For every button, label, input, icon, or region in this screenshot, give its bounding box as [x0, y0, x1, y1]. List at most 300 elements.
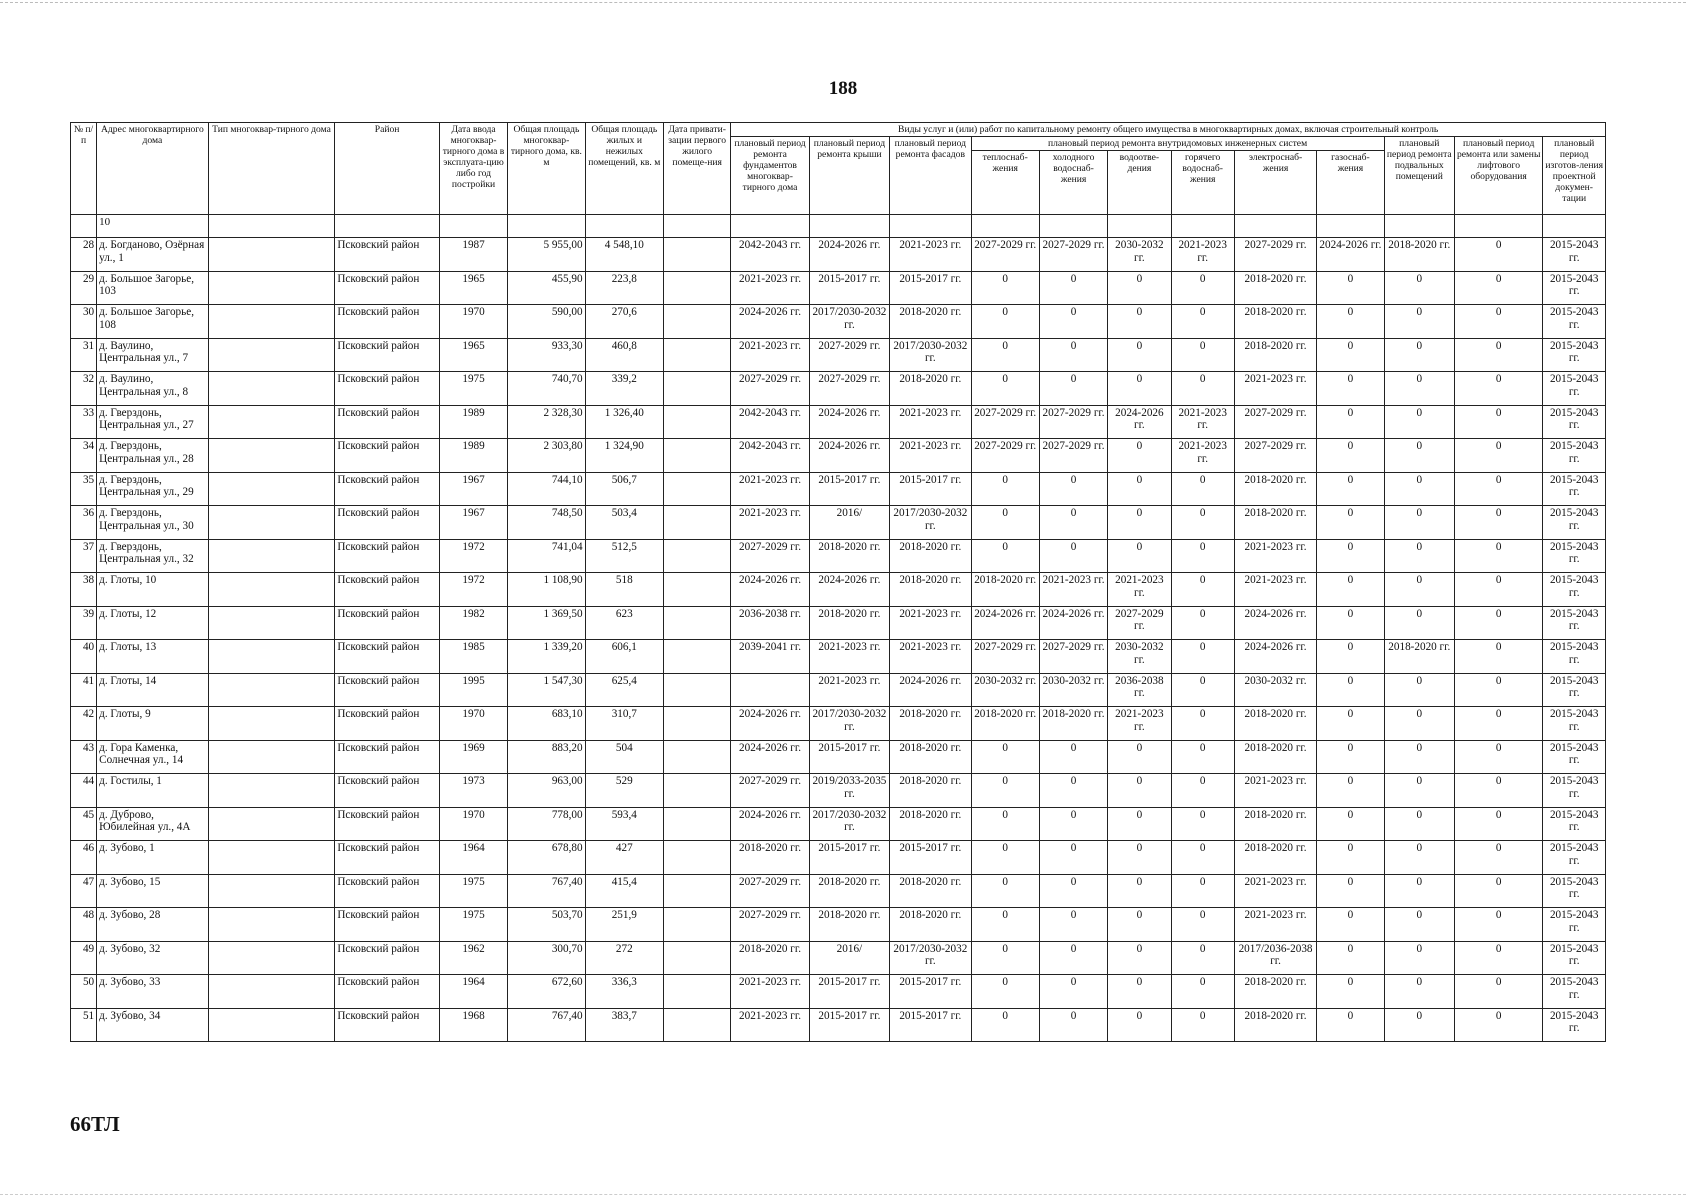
privatization-cell	[663, 941, 730, 975]
cold-water-cell: 2030-2032 гг.	[1039, 673, 1107, 707]
privatization-cell	[663, 606, 730, 640]
privatization-cell	[663, 405, 730, 439]
foundation-cell: 2027-2029 гг.	[731, 874, 809, 908]
district-cell: Псковский район	[335, 472, 440, 506]
district-cell: Псковский район	[335, 1008, 440, 1042]
roof-cell: 2016/	[809, 941, 889, 975]
table-row	[71, 874, 1606, 908]
total-area-cell: 748,50	[508, 506, 585, 540]
total-area-cell: 503,70	[508, 908, 585, 942]
living-area-cell: 336,3	[585, 975, 663, 1009]
roof-cell: 2015-2017 гг.	[809, 472, 889, 506]
hot-water-cell: 0	[1171, 941, 1234, 975]
cold-water-cell: 2024-2026 гг.	[1039, 606, 1107, 640]
electric-cell: 2018-2020 гг.	[1234, 338, 1316, 372]
type-cell	[208, 908, 335, 942]
roof-cell: 2018-2020 гг.	[809, 606, 889, 640]
drainage-cell: 0	[1108, 740, 1171, 774]
elevator-cell: 0	[1454, 640, 1542, 674]
design-cell: 2015-2043 гг.	[1543, 841, 1606, 875]
year-cell: 1967	[439, 472, 507, 506]
row-number: 41	[71, 673, 97, 707]
row-number: 51	[71, 1008, 97, 1042]
elevator-cell: 0	[1454, 405, 1542, 439]
roof-cell: 2027-2029 гг.	[809, 372, 889, 406]
design-cell: 2015-2043 гг.	[1543, 238, 1606, 272]
drainage-cell: 0	[1108, 338, 1171, 372]
drainage-cell: 2036-2038 гг.	[1108, 673, 1171, 707]
living-area-cell: 223,8	[585, 271, 663, 305]
hot-water-cell: 0	[1171, 506, 1234, 540]
electric-cell: 2018-2020 гг.	[1234, 841, 1316, 875]
type-cell	[208, 405, 335, 439]
electric-cell: 2027-2029 гг.	[1234, 405, 1316, 439]
foundation-cell: 2027-2029 гг.	[731, 372, 809, 406]
heat-cell: 2018-2020 гг.	[971, 707, 1039, 741]
cold-water-cell: 0	[1039, 807, 1107, 841]
living-area-cell: 272	[585, 941, 663, 975]
drainage-cell: 2027-2029 гг.	[1108, 606, 1171, 640]
facade-cell: 2017/2030-2032 гг.	[890, 941, 971, 975]
living-area-cell: 503,4	[585, 506, 663, 540]
row-number: 44	[71, 774, 97, 808]
living-area-cell: 529	[585, 774, 663, 808]
foundation-cell: 2039-2041 гг.	[731, 640, 809, 674]
total-area-cell: 672,60	[508, 975, 585, 1009]
privatization-cell	[663, 1008, 730, 1042]
hot-water-cell: 0	[1171, 707, 1234, 741]
drainage-cell: 0	[1108, 941, 1171, 975]
marker-row	[71, 215, 1606, 238]
year-cell: 1972	[439, 539, 507, 573]
design-cell: 2015-2043 гг.	[1543, 774, 1606, 808]
elevator-cell: 0	[1454, 338, 1542, 372]
hot-water-cell: 0	[1171, 874, 1234, 908]
roof-cell: 2015-2017 гг.	[809, 1008, 889, 1042]
foundation-cell: 2027-2029 гг.	[731, 539, 809, 573]
cold-water-cell: 0	[1039, 908, 1107, 942]
type-cell	[208, 573, 335, 607]
design-cell: 2015-2043 гг.	[1543, 573, 1606, 607]
row-number: 45	[71, 807, 97, 841]
type-cell	[208, 372, 335, 406]
heat-cell: 0	[971, 874, 1039, 908]
foundation-cell: 2018-2020 гг.	[731, 841, 809, 875]
heat-cell: 2018-2020 гг.	[971, 573, 1039, 607]
district-cell: Псковский район	[335, 874, 440, 908]
row-number: 37	[71, 539, 97, 573]
heat-cell: 0	[971, 908, 1039, 942]
address-cell: д. Глоты, 10	[97, 573, 209, 607]
total-area-cell: 767,40	[508, 1008, 585, 1042]
header-systems-title: плановый период ремонта внутридомовых инженерных систем	[971, 137, 1384, 151]
marker-value: 10	[97, 215, 209, 238]
drainage-cell: 0	[1108, 774, 1171, 808]
design-cell: 2015-2043 гг.	[1543, 338, 1606, 372]
foundation-cell: 2024-2026 гг.	[731, 305, 809, 339]
cold-water-cell: 2021-2023 гг.	[1039, 573, 1107, 607]
drainage-cell: 0	[1108, 439, 1171, 473]
address-cell: д. Глоты, 14	[97, 673, 209, 707]
living-area-cell: 593,4	[585, 807, 663, 841]
year-cell: 1965	[439, 271, 507, 305]
gas-cell: 0	[1317, 740, 1384, 774]
year-cell: 1975	[439, 908, 507, 942]
row-number: 29	[71, 271, 97, 305]
type-cell	[208, 305, 335, 339]
heat-cell: 0	[971, 774, 1039, 808]
living-area-cell: 518	[585, 573, 663, 607]
drainage-cell: 0	[1108, 807, 1171, 841]
hot-water-cell: 0	[1171, 472, 1234, 506]
design-cell: 2015-2043 гг.	[1543, 472, 1606, 506]
header-design: плановый период изготов-ления проектной докумен-тации	[1543, 137, 1606, 215]
basement-cell: 0	[1384, 405, 1454, 439]
table-row	[71, 841, 1606, 875]
district-cell: Псковский район	[335, 338, 440, 372]
address-cell: д. Глоты, 12	[97, 606, 209, 640]
table-row	[71, 807, 1606, 841]
elevator-cell: 0	[1454, 238, 1542, 272]
basement-cell: 0	[1384, 673, 1454, 707]
heat-cell: 0	[971, 807, 1039, 841]
type-cell	[208, 606, 335, 640]
design-cell: 2015-2043 гг.	[1543, 874, 1606, 908]
facade-cell: 2018-2020 гг.	[890, 874, 971, 908]
total-area-cell: 1 369,50	[508, 606, 585, 640]
privatization-cell	[663, 271, 730, 305]
heat-cell: 0	[971, 338, 1039, 372]
elevator-cell: 0	[1454, 673, 1542, 707]
cold-water-cell: 0	[1039, 841, 1107, 875]
hot-water-cell: 0	[1171, 305, 1234, 339]
gas-cell: 0	[1317, 472, 1384, 506]
hot-water-cell: 2021-2023 гг.	[1171, 405, 1234, 439]
cold-water-cell: 2027-2029 гг.	[1039, 405, 1107, 439]
type-cell	[208, 774, 335, 808]
facade-cell: 2018-2020 гг.	[890, 539, 971, 573]
foundation-cell: 2027-2029 гг.	[731, 908, 809, 942]
design-cell: 2015-2043 гг.	[1543, 606, 1606, 640]
table-row	[71, 271, 1606, 305]
privatization-cell	[663, 472, 730, 506]
row-number: 31	[71, 338, 97, 372]
address-cell: д. Гостилы, 1	[97, 774, 209, 808]
district-cell: Псковский район	[335, 740, 440, 774]
living-area-cell: 4 548,10	[585, 238, 663, 272]
roof-cell: 2016/	[809, 506, 889, 540]
privatization-cell	[663, 238, 730, 272]
heat-cell: 0	[971, 271, 1039, 305]
year-cell: 1965	[439, 338, 507, 372]
facade-cell: 2015-2017 гг.	[890, 1008, 971, 1042]
gas-cell: 2024-2026 гг.	[1317, 238, 1384, 272]
drainage-cell: 0	[1108, 472, 1171, 506]
heat-cell: 0	[971, 305, 1039, 339]
roof-cell: 2017/2030-2032 гг.	[809, 807, 889, 841]
elevator-cell: 0	[1454, 841, 1542, 875]
address-cell: д. Большое Загорье, 103	[97, 271, 209, 305]
foundation-cell: 2024-2026 гг.	[731, 707, 809, 741]
gas-cell: 0	[1317, 774, 1384, 808]
elevator-cell: 0	[1454, 606, 1542, 640]
year-cell: 1995	[439, 673, 507, 707]
facade-cell: 2021-2023 гг.	[890, 439, 971, 473]
row-number: 36	[71, 506, 97, 540]
district-cell: Псковский район	[335, 372, 440, 406]
row-number: 48	[71, 908, 97, 942]
electric-cell: 2030-2032 гг.	[1234, 673, 1316, 707]
foundation-cell: 2018-2020 гг.	[731, 941, 809, 975]
district-cell: Псковский район	[335, 539, 440, 573]
hot-water-cell: 0	[1171, 807, 1234, 841]
facade-cell: 2018-2020 гг.	[890, 372, 971, 406]
district-cell: Псковский район	[335, 606, 440, 640]
address-cell: д. Гверздонь, Центральная ул., 29	[97, 472, 209, 506]
total-area-cell: 883,20	[508, 740, 585, 774]
gas-cell: 0	[1317, 908, 1384, 942]
header-district: Район	[335, 123, 440, 215]
header-gas: газоснаб-жения	[1317, 151, 1384, 215]
cold-water-cell: 0	[1039, 941, 1107, 975]
header-elevator: плановый период ремонта или замены лифтового оборудования	[1454, 137, 1542, 215]
foundation-cell: 2027-2029 гг.	[731, 774, 809, 808]
gas-cell: 0	[1317, 539, 1384, 573]
type-cell	[208, 506, 335, 540]
electric-cell: 2021-2023 гг.	[1234, 539, 1316, 573]
hot-water-cell: 0	[1171, 1008, 1234, 1042]
year-cell: 1969	[439, 740, 507, 774]
gas-cell: 0	[1317, 573, 1384, 607]
table-row	[71, 439, 1606, 473]
address-cell: д. Ваулино, Центральная ул., 8	[97, 372, 209, 406]
electric-cell: 2018-2020 гг.	[1234, 472, 1316, 506]
facade-cell: 2015-2017 гг.	[890, 841, 971, 875]
roof-cell: 2019/2033-2035 гг.	[809, 774, 889, 808]
district-cell: Псковский район	[335, 573, 440, 607]
basement-cell: 0	[1384, 740, 1454, 774]
type-cell	[208, 238, 335, 272]
privatization-cell	[663, 841, 730, 875]
heat-cell: 0	[971, 1008, 1039, 1042]
privatization-cell	[663, 539, 730, 573]
facade-cell: 2015-2017 гг.	[890, 472, 971, 506]
drainage-cell: 0	[1108, 975, 1171, 1009]
district-cell: Псковский район	[335, 506, 440, 540]
foundation-cell: 2021-2023 гг.	[731, 338, 809, 372]
elevator-cell: 0	[1454, 539, 1542, 573]
roof-cell: 2024-2026 гг.	[809, 238, 889, 272]
header-privatization: Дата привати-зации первого жилого помеще-ния	[663, 123, 730, 215]
year-cell: 1987	[439, 238, 507, 272]
basement-cell: 0	[1384, 606, 1454, 640]
year-cell: 1973	[439, 774, 507, 808]
footer-code: 66ТЛ	[70, 1112, 120, 1136]
cold-water-cell: 0	[1039, 506, 1107, 540]
total-area-cell: 1 547,30	[508, 673, 585, 707]
total-area-cell: 741,04	[508, 539, 585, 573]
roof-cell: 2018-2020 гг.	[809, 908, 889, 942]
district-cell: Псковский район	[335, 238, 440, 272]
cold-water-cell: 0	[1039, 305, 1107, 339]
row-number: 46	[71, 841, 97, 875]
elevator-cell: 0	[1454, 506, 1542, 540]
district-cell: Псковский район	[335, 271, 440, 305]
table-row	[71, 238, 1606, 272]
elevator-cell: 0	[1454, 573, 1542, 607]
facade-cell: 2021-2023 гг.	[890, 405, 971, 439]
type-cell	[208, 472, 335, 506]
facade-cell: 2018-2020 гг.	[890, 740, 971, 774]
district-cell: Псковский район	[335, 707, 440, 741]
foundation-cell: 2036-2038 гг.	[731, 606, 809, 640]
heat-cell: 2027-2029 гг.	[971, 238, 1039, 272]
roof-cell: 2024-2026 гг.	[809, 439, 889, 473]
basement-cell: 0	[1384, 372, 1454, 406]
elevator-cell: 0	[1454, 908, 1542, 942]
year-cell: 1989	[439, 405, 507, 439]
gas-cell: 0	[1317, 372, 1384, 406]
address-cell: д. Гверздонь, Центральная ул., 28	[97, 439, 209, 473]
elevator-cell: 0	[1454, 740, 1542, 774]
electric-cell: 2021-2023 гг.	[1234, 573, 1316, 607]
hot-water-cell: 0	[1171, 539, 1234, 573]
total-area-cell: 5 955,00	[508, 238, 585, 272]
roof-cell: 2024-2026 гг.	[809, 573, 889, 607]
drainage-cell: 2021-2023 гг.	[1108, 573, 1171, 607]
cold-water-cell: 0	[1039, 874, 1107, 908]
heat-cell: 0	[971, 841, 1039, 875]
type-cell	[208, 1008, 335, 1042]
living-area-cell: 251,9	[585, 908, 663, 942]
elevator-cell: 0	[1454, 807, 1542, 841]
elevator-cell: 0	[1454, 874, 1542, 908]
heat-cell: 2024-2026 гг.	[971, 606, 1039, 640]
elevator-cell: 0	[1454, 975, 1542, 1009]
gas-cell: 0	[1317, 405, 1384, 439]
year-cell: 1967	[439, 506, 507, 540]
year-cell: 1970	[439, 305, 507, 339]
roof-cell: 2018-2020 гг.	[809, 539, 889, 573]
row-number: 40	[71, 640, 97, 674]
year-cell: 1975	[439, 874, 507, 908]
header-hot-water: горячего водоснаб-жения	[1171, 151, 1234, 215]
header-year: Дата ввода многоквар-тирного дома в эксплуата-цию либо год постройки	[439, 123, 507, 215]
address-cell: д. Богданово, Озёрная ул., 1	[97, 238, 209, 272]
roof-cell: 2021-2023 гг.	[809, 640, 889, 674]
facade-cell: 2021-2023 гг.	[890, 640, 971, 674]
gas-cell: 0	[1317, 841, 1384, 875]
hot-water-cell: 0	[1171, 841, 1234, 875]
elevator-cell: 0	[1454, 439, 1542, 473]
living-area-cell: 270,6	[585, 305, 663, 339]
facade-cell: 2017/2030-2032 гг.	[890, 506, 971, 540]
roof-cell: 2027-2029 гг.	[809, 338, 889, 372]
hot-water-cell: 0	[1171, 908, 1234, 942]
privatization-cell	[663, 874, 730, 908]
design-cell: 2015-2043 гг.	[1543, 372, 1606, 406]
row-number: 39	[71, 606, 97, 640]
design-cell: 2015-2043 гг.	[1543, 1008, 1606, 1042]
drainage-cell: 0	[1108, 1008, 1171, 1042]
year-cell: 1964	[439, 841, 507, 875]
foundation-cell: 2021-2023 гг.	[731, 975, 809, 1009]
electric-cell: 2018-2020 гг.	[1234, 707, 1316, 741]
row-number: 28	[71, 238, 97, 272]
district-cell: Псковский район	[335, 305, 440, 339]
privatization-cell	[663, 338, 730, 372]
electric-cell: 2018-2020 гг.	[1234, 305, 1316, 339]
basement-cell: 0	[1384, 439, 1454, 473]
type-cell	[208, 874, 335, 908]
facade-cell: 2015-2017 гг.	[890, 271, 971, 305]
year-cell: 1962	[439, 941, 507, 975]
address-cell: д. Дуброво, Юбилейная ул., 4А	[97, 807, 209, 841]
hot-water-cell: 2021-2023 гг.	[1171, 439, 1234, 473]
privatization-cell	[663, 305, 730, 339]
cold-water-cell: 0	[1039, 372, 1107, 406]
hot-water-cell: 0	[1171, 338, 1234, 372]
table-row	[71, 338, 1606, 372]
design-cell: 2015-2043 гг.	[1543, 439, 1606, 473]
drainage-cell: 0	[1108, 305, 1171, 339]
total-area-cell: 590,00	[508, 305, 585, 339]
address-cell: д. Гверздонь, Центральная ул., 30	[97, 506, 209, 540]
gas-cell: 0	[1317, 305, 1384, 339]
basement-cell: 2018-2020 гг.	[1384, 238, 1454, 272]
address-cell: д. Большое Загорье, 108	[97, 305, 209, 339]
hot-water-cell: 0	[1171, 606, 1234, 640]
electric-cell: 2021-2023 гг.	[1234, 908, 1316, 942]
privatization-cell	[663, 573, 730, 607]
hot-water-cell: 0	[1171, 673, 1234, 707]
drainage-cell: 0	[1108, 506, 1171, 540]
year-cell: 1972	[439, 573, 507, 607]
foundation-cell: 2021-2023 гг.	[731, 506, 809, 540]
address-cell: д. Зубово, 32	[97, 941, 209, 975]
gas-cell: 0	[1317, 975, 1384, 1009]
district-cell: Псковский район	[335, 405, 440, 439]
gas-cell: 0	[1317, 271, 1384, 305]
living-area-cell: 512,5	[585, 539, 663, 573]
drainage-cell: 0	[1108, 539, 1171, 573]
electric-cell: 2024-2026 гг.	[1234, 606, 1316, 640]
year-cell: 1985	[439, 640, 507, 674]
row-number: 30	[71, 305, 97, 339]
row-number: 32	[71, 372, 97, 406]
design-cell: 2015-2043 гг.	[1543, 640, 1606, 674]
header-foundation: плановый период ремонта фундаментов многоквар-тирного дома	[731, 137, 809, 215]
drainage-cell: 0	[1108, 908, 1171, 942]
total-area-cell: 1 339,20	[508, 640, 585, 674]
year-cell: 1964	[439, 975, 507, 1009]
heat-cell: 2027-2029 гг.	[971, 405, 1039, 439]
electric-cell: 2018-2020 гг.	[1234, 271, 1316, 305]
header-electric: электроснаб-жения	[1234, 151, 1316, 215]
basement-cell: 0	[1384, 338, 1454, 372]
basement-cell: 0	[1384, 975, 1454, 1009]
total-area-cell: 678,80	[508, 841, 585, 875]
elevator-cell: 0	[1454, 1008, 1542, 1042]
row-number: 34	[71, 439, 97, 473]
foundation-cell: 2024-2026 гг.	[731, 573, 809, 607]
header-group-title: Виды услуг и (или) работ по капитальному ремонту общего имущества в многоквартирных домах, включая строительный контроль	[731, 123, 1606, 137]
drainage-cell: 2030-2032 гг.	[1108, 238, 1171, 272]
address-cell: д. Гверздонь, Центральная ул., 27	[97, 405, 209, 439]
electric-cell: 2024-2026 гг.	[1234, 640, 1316, 674]
cold-water-cell: 0	[1039, 740, 1107, 774]
heat-cell: 0	[971, 506, 1039, 540]
